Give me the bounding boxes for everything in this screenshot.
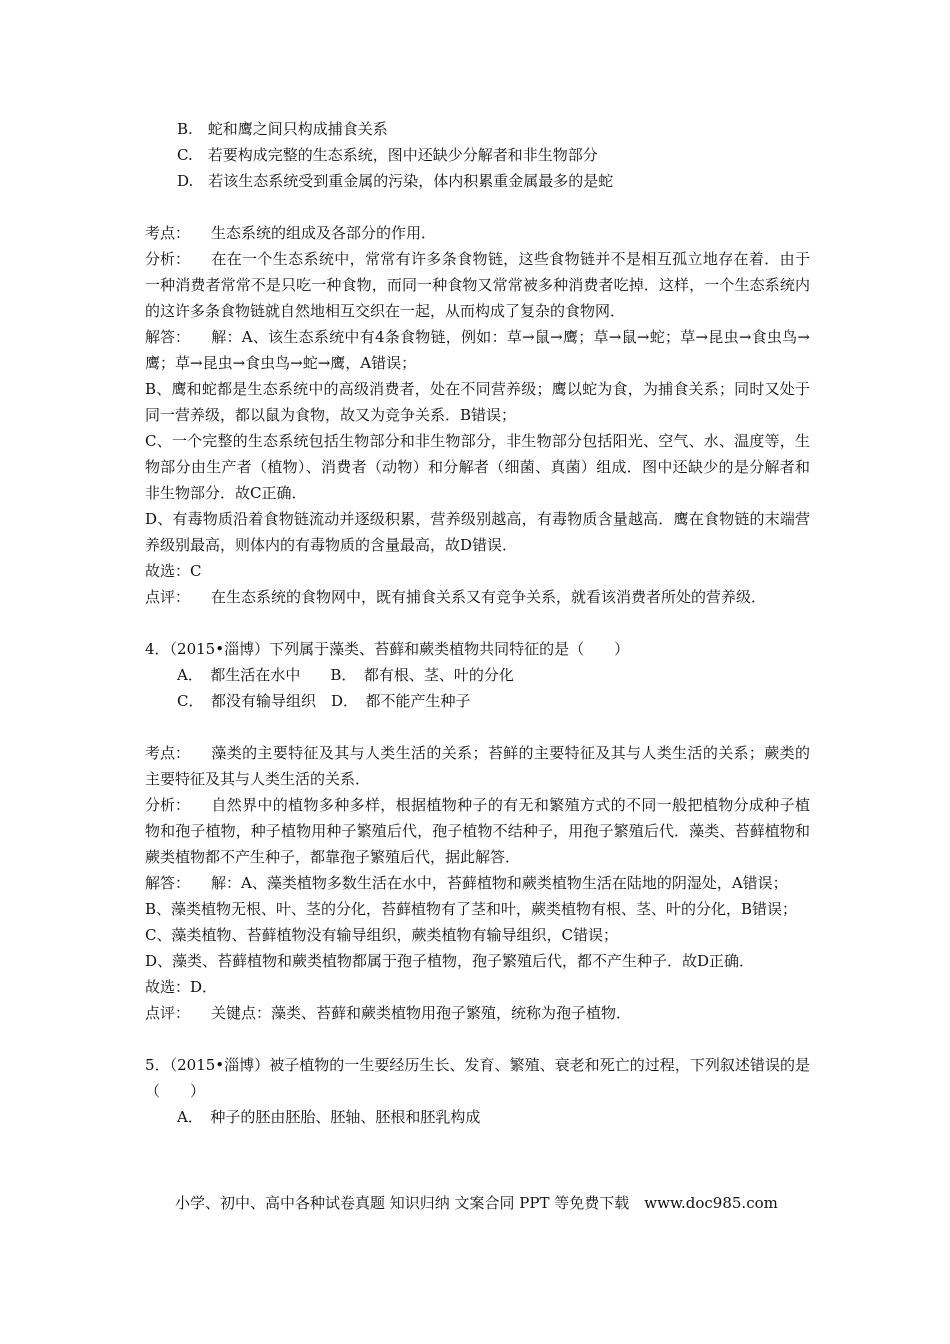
q3-jieda-c: C、一个完整的生态系统包括生物部分和非生物部分，非生物部分包括阳光、空气、水、温度等，生物部分由生产者（植物）、消费者（动物）和分解者（细菌、真菌）组成．图中还缺少的是分解者和非生物部分．故C正确． xyxy=(145,432,810,502)
q3-jieda-d: D、有毒物质沿着食物链流动并逐级积累，营养级别越高，有毒物质含量越高．鹰在食物链的末端营养级别最高，则体内的有毒物质的含量最高，故D错误． xyxy=(145,510,810,554)
page-footer: 小学、初中、高中各种试卷真题 知识归纳 文案合同 PPT 等免费下载 www.doc985.com xyxy=(175,1194,778,1212)
q3-option-c: C. 若要构成完整的生态系统，图中还缺少分解者和非生物部分 xyxy=(177,146,598,164)
dianping-label: 点评： xyxy=(145,1004,191,1022)
q3-kaodian: 考点： 生态系统的组成及各部分的作用． xyxy=(145,220,810,246)
jieda-label: 解答： xyxy=(145,328,191,346)
q3-jieda-b: B、鹰和蛇都是生态系统中的高级消费者，处在不同营养级；鹰以蛇为食，为捕食关系；同时又处于同一营养级，都以鼠为食物，故又为竞争关系．B错误； xyxy=(145,380,810,424)
q3-option-b: B. 蛇和鹰之间只构成捕食关系 xyxy=(177,120,388,138)
q4-jieda: 解答： 解：A、藻类植物多数生活在水中，苔藓植物和蕨类植物生活在陆地的阴湿处，A错误； xyxy=(145,870,810,896)
q4-dianping: 点评： 关键点：藻类、苔藓和蕨类植物用孢子繁殖，统称为孢子植物． xyxy=(145,1000,810,1026)
q4-jieda-d: D、藻类、苔藓植物和蕨类植物都属于孢子植物，孢子繁殖后代，都不产生种子．故D正确． xyxy=(145,952,755,970)
q5-stem: 5．（2015•淄博）被子植物的一生要经历生长、发育、繁殖、衰老和死亡的过程，下列叙述错误的是（ ） xyxy=(145,1056,810,1100)
q3-jieda: 解答： 解：A、该生态系统中有4条食物链，例如：草→鼠→鹰；草→鼠→蛇；草→昆虫→食虫鸟→鹰；草→昆虫→食虫鸟→蛇→鹰，A错误； xyxy=(145,324,810,376)
document-content xyxy=(145,116,810,1130)
fenxi-label: 分析： xyxy=(145,250,191,268)
jieda-label: 解答： xyxy=(145,874,191,892)
q4-jieda-c: C、藻类植物、苔藓植物没有输导组织，蕨类植物有输导组织，C错误； xyxy=(145,926,618,944)
q4-fenxi: 分析： 自然界中的植物多种多样，根据植物种子的有无和繁殖方式的不同一般把植物分成种子植物和孢子植物，种子植物用种子繁殖后代，孢子植物不结种子，用孢子繁殖后代．藻类、苔藓植物和蕨类植物都不产生种子，都靠孢子繁殖后代，据此解答． xyxy=(145,792,810,870)
q3-answer: 故选：C xyxy=(145,562,202,580)
dianping-label: 点评： xyxy=(145,588,191,606)
fenxi-label: 分析： xyxy=(145,796,191,814)
q4-stem: 4．（2015•淄博）下列属于藻类、苔藓和蕨类植物共同特征的是（ ） xyxy=(145,640,630,658)
q3-fenxi: 分析： 在在一个生态系统中，常常有许多条食物链，这些食物链并不是相互孤立地存在着．由于一种消费者常常不是只吃一种食物，而同一种食物又常常被多种消费者吃掉．这样，一个生态系统内的这许多条食物链就自然地相互交织在一起，从而构成了复杂的食物网． xyxy=(145,246,810,324)
kaodian-label: 考点： xyxy=(145,224,191,242)
q4-jieda-b: B、藻类植物无根、叶、茎的分化，苔藓植物有了茎和叶，蕨类植物有根、茎、叶的分化，B错误； xyxy=(145,900,798,918)
q4-options-row1: A． 都生活在水中 B． 都有根、茎、叶的分化 xyxy=(177,666,514,684)
q4-answer: 故选：D． xyxy=(145,978,218,996)
q5-option-a: A． 种子的胚由胚胎、胚轴、胚根和胚乳构成 xyxy=(177,1108,481,1126)
q4-options-row2: C． 都没有输导组织 D． 都不能产生种子 xyxy=(177,692,471,710)
kaodian-label: 考点： xyxy=(145,744,191,762)
q3-dianping: 点评： 在生态系统的食物网中，既有捕食关系又有竞争关系，就看该消费者所处的营养级． xyxy=(145,584,810,610)
q3-option-d: D. 若该生态系统受到重金属的污染，体内积累重金属最多的是蛇 xyxy=(177,172,614,190)
q4-kaodian: 考点： 藻类的主要特征及其与人类生活的关系；苔鲜的主要特征及其与人类生活的关系；蕨类的主要特征及其与人类生活的关系． xyxy=(145,740,810,792)
